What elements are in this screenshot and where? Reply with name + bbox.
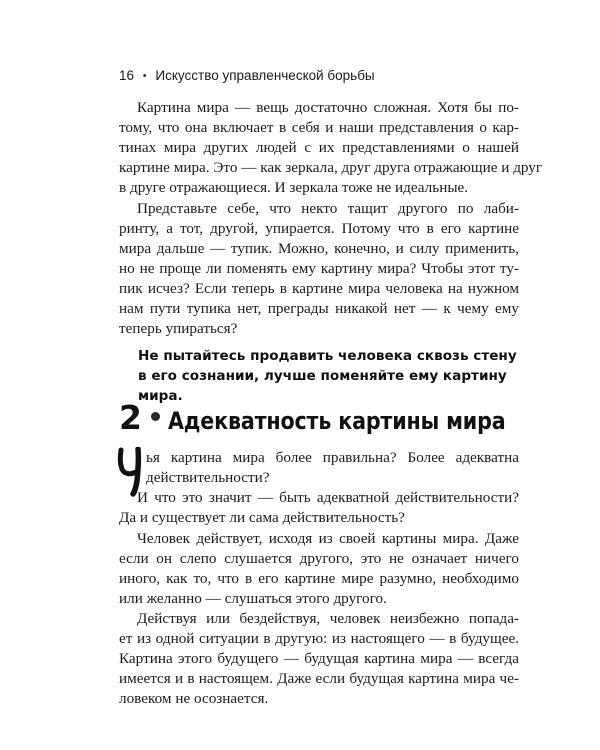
- paragraph-1-line-5: в друге отражающиеся. И зеркала тоже не идеальные.: [119, 179, 469, 196]
- chapter-number: 2: [119, 398, 142, 437]
- chapter-paragraph-3-line-1: Человек действует, исходя из своей картины мира. Даже: [137, 530, 519, 547]
- chapter-paragraph-2-line-2: Да и существует ли сама действительность?: [119, 509, 405, 526]
- running-head: [119, 68, 375, 83]
- chapter-paragraph-4-line-3: Картина этого будущего — будущая картина мира — всегда: [119, 650, 519, 667]
- chapter-paragraph-1-line-2: действительности?: [146, 469, 270, 486]
- paragraph-2-line-5: пик исчез? Если теперь в картине мира человека на нужном: [119, 280, 519, 297]
- chapter-paragraph-4-line-5: ловеком не осознается.: [119, 690, 269, 707]
- chapter-paragraph-4-line-1: Действуя или бездействуя, человек неизбежно попада-: [137, 610, 519, 627]
- chapter-paragraph-3-line-2: если он слепо слушается другого, это не означает ничего: [119, 550, 519, 567]
- paragraph-2-line-3: мира дальше — тупик. Можно, конечно, и силу применить,: [119, 240, 519, 257]
- page-number: 16: [119, 68, 135, 83]
- paragraph-2-line-6: нам пути тупика нет, преграды никакой нет — к чему ему: [119, 300, 519, 317]
- paragraph-2-line-4: но не проще ли поменять ему картину мира? Чтобы этот ту-: [119, 260, 519, 277]
- highlight-line-1: Не пытайтесь продавить человека сквозь стену: [138, 348, 517, 364]
- chapter-paragraph-3-line-4: или желанно — слушаться этого другого.: [119, 590, 387, 607]
- chapter-paragraph-4-line-2: ет из одной ситуации в другую: из настоящего — в будущее.: [119, 630, 519, 647]
- chapter-heading: [119, 398, 560, 437]
- chapter-title: Адекватность картины мира: [167, 407, 506, 435]
- chapter-paragraph-1-line-1: ья картина мира более правильна? Более адекватна: [146, 449, 519, 466]
- paragraph-1-line-3: тинах мира других людей с их представлениями о нашей: [119, 139, 519, 156]
- chapter-paragraph-2-line-1: И что это значит — быть адекватной действительности?: [137, 489, 519, 506]
- chapter-bullet-icon: [151, 412, 160, 421]
- paragraph-1-line-4: картине мира. Это — как зеркала, друг друга отражающие и друг: [119, 159, 543, 176]
- paragraph-2-line-2: ринту, а тот, другой, упирается. Потому что в его картине: [119, 220, 519, 237]
- chapter-paragraph-4-line-4: имеется и в настоящем. Даже если будущая картина мира че-: [119, 670, 519, 687]
- chapter-paragraph-3-line-3: иного, как то, что в его картине мире разумно, необходимо: [119, 570, 519, 587]
- header-bullet: •: [142, 70, 147, 82]
- paragraph-2-line-7: теперь упираться?: [119, 320, 238, 337]
- paragraph-2-line-1: Представьте себе, что некто тащит другого по лаби-: [137, 200, 519, 217]
- book-title: Искусство управленческой борьбы: [155, 68, 375, 83]
- paragraph-1-line-1: Картина мира — вещь достаточно сложная. Хотя бы по-: [137, 99, 519, 116]
- highlight-line-2: в его сознании, лучше поменяйте ему картину: [138, 368, 507, 384]
- highlight-line-3: мира.: [138, 388, 183, 404]
- paragraph-1-line-2: тому, что она включает в себя и наши представления о кар-: [119, 119, 519, 136]
